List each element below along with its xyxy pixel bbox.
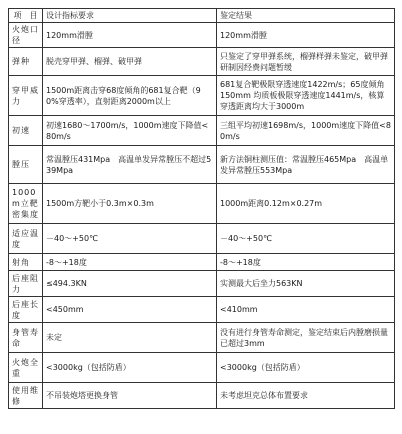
row-design: 未定 xyxy=(43,323,217,353)
spec-table xyxy=(8,8,395,409)
header-row xyxy=(9,9,395,23)
row-item: 射角 xyxy=(9,254,43,271)
row-result: 1000m距离0.12m×0.27m xyxy=(217,184,395,224)
row-item: 膛压 xyxy=(9,146,43,184)
table-row xyxy=(9,76,395,116)
table-row xyxy=(9,116,395,146)
table-row xyxy=(9,184,395,224)
row-item: 身管寿命 xyxy=(9,323,43,353)
table-row xyxy=(9,254,395,271)
table-row xyxy=(9,48,395,76)
row-design: 1500m方靶小于0.3m×0.3m xyxy=(43,184,217,224)
row-item: 后座长度 xyxy=(9,297,43,323)
header-item: 项 目 xyxy=(9,9,43,23)
row-result: -8～+18度 xyxy=(217,254,395,271)
row-design: －40～+50℃ xyxy=(43,224,217,254)
row-design: <3000kg（包括防盾） xyxy=(43,353,217,383)
row-item: 1000m立靶密集度 xyxy=(9,184,43,224)
table-row xyxy=(9,353,395,383)
table-row xyxy=(9,271,395,297)
header-result: 鉴定结果 xyxy=(217,9,395,23)
table-row xyxy=(9,297,395,323)
row-result: 新方法铜柱测压值：常温膛压465Mpa 高温单发异常膛压553Mpa xyxy=(217,146,395,184)
row-item: 后座阻力 xyxy=(9,271,43,297)
row-item: 适应温度 xyxy=(9,224,43,254)
row-item: 弹种 xyxy=(9,48,43,76)
row-item: 火炮口径 xyxy=(9,23,43,48)
row-result: 681复合靶极限穿透速度1422m/s；65度倾角 150mm 均质板极限穿透速度1441m/s，核算穿透距离均大于3000m xyxy=(217,76,395,116)
row-item: 初速 xyxy=(9,116,43,146)
row-design: -8～+18度 xyxy=(43,254,217,271)
row-design: 常温膛压431Mpa 高温单发异常膛压不超过539Mpa xyxy=(43,146,217,184)
row-design: <450mm xyxy=(43,297,217,323)
row-item: 穿甲威力 xyxy=(9,76,43,116)
row-design: 脱壳穿甲弹、榴弹、破甲弹 xyxy=(43,48,217,76)
table-row xyxy=(9,224,395,254)
row-design: 不吊装炮塔更换身管 xyxy=(43,383,217,409)
row-result: 实测最大后坐力563KN xyxy=(217,271,395,297)
row-design: 初速1680～1700m/s，1000m速度下降值<80m/s xyxy=(43,116,217,146)
row-design: ≤494.3KN xyxy=(43,271,217,297)
row-result: 120mm滑膛 xyxy=(217,23,395,48)
row-result: －40～+50℃ xyxy=(217,224,395,254)
table-row xyxy=(9,146,395,184)
header-design: 设计指标要求 xyxy=(43,9,217,23)
row-result: <410mm xyxy=(217,297,395,323)
row-result: 未考虑坦克总体布置要求 xyxy=(217,383,395,409)
row-design: 120mm滑膛 xyxy=(43,23,217,48)
row-item: 使用维修 xyxy=(9,383,43,409)
row-result: 三组平均初速1698m/s，1000m速度下降值<80m/s xyxy=(217,116,395,146)
table-row xyxy=(9,383,395,409)
table-row xyxy=(9,23,395,48)
table-row xyxy=(9,323,395,353)
row-result: 没有进行身管寿命测定，鉴定结束后内膛磨损量已超过3mm xyxy=(217,323,395,353)
row-design: 1500m距离击穿68度倾角的681复合靶（90%穿透率），直射距离2000m以上 xyxy=(43,76,217,116)
row-item: 火炮全重 xyxy=(9,353,43,383)
row-result: <3000kg（包括防盾） xyxy=(217,353,395,383)
row-result: 只鉴定了穿甲弹系统，榴弹样弹未鉴定，破甲弹研制因经费问题暂缓 xyxy=(217,48,395,76)
